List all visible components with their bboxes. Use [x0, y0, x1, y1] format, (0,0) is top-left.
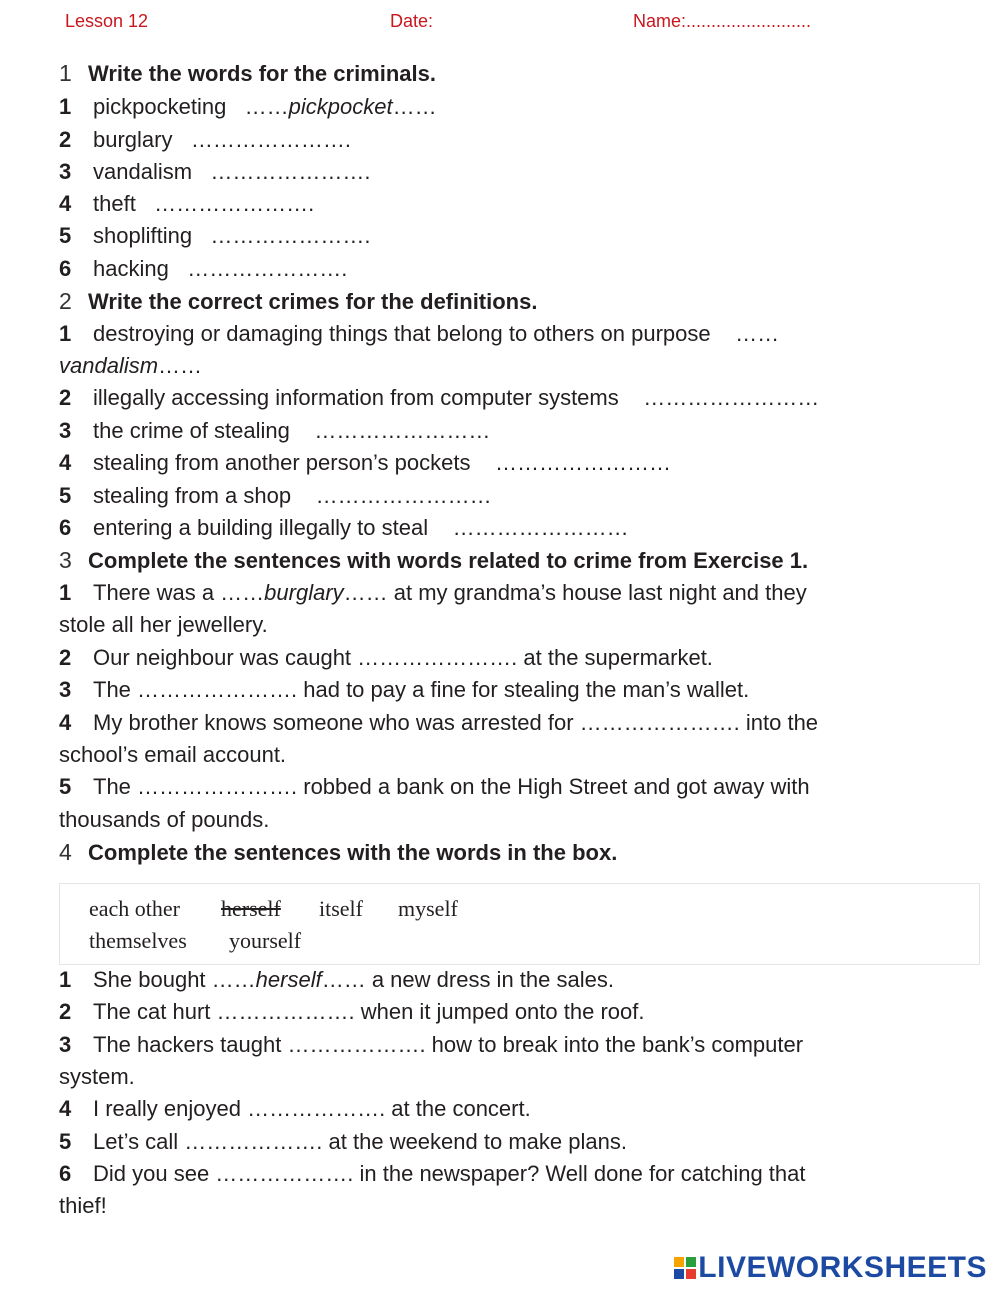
item-number: 6 — [59, 256, 72, 281]
answer-blank[interactable]: …………………. — [187, 256, 348, 281]
item-number: 2 — [59, 127, 72, 152]
logo-text: LIVEWORKSHEETS — [698, 1251, 987, 1284]
exercise-title: Complete the sentences with the words in the box. — [88, 840, 618, 865]
item-text: hacking — [93, 256, 169, 281]
word-myself: myself — [398, 896, 458, 921]
ex3-sentence — [59, 674, 749, 706]
logo-mark-icon — [674, 1257, 696, 1279]
ex4-sentence — [59, 1126, 627, 1158]
item-number: 5 — [59, 774, 72, 799]
word-themselves: themselves — [89, 928, 187, 953]
ex1-item — [59, 91, 437, 123]
exercise-title: Write the words for the criminals. — [88, 61, 436, 86]
answer-blank[interactable] — [212, 967, 366, 992]
answer-blank[interactable]: …………………. — [190, 127, 351, 152]
item-number: 3 — [59, 418, 72, 443]
item-text: vandalism — [93, 159, 193, 184]
ex2-item-continued — [59, 350, 202, 382]
item-number: 3 — [59, 1032, 72, 1057]
ex2-item — [59, 512, 629, 544]
answer-blank[interactable] — [220, 580, 387, 605]
exercise-1-heading — [59, 57, 436, 90]
sentence-with-blank[interactable]: The …………………. robbed a bank on the High Street and got away with — [93, 774, 810, 799]
item-number: 1 — [59, 94, 72, 119]
ex4-sentence — [59, 1029, 803, 1061]
ex2-item — [59, 318, 779, 350]
ex2-item — [59, 415, 490, 447]
item-number: 1 — [59, 580, 72, 605]
item-number: 2 — [59, 999, 72, 1024]
lesson-label: Lesson 12 — [65, 11, 149, 31]
word-yourself: yourself — [229, 928, 302, 953]
item-number: 6 — [59, 1161, 72, 1186]
answer-blank[interactable]: …………………. — [210, 159, 371, 184]
item-text: theft — [93, 191, 136, 216]
word-each-other: each other — [89, 896, 180, 921]
ex1-item — [59, 124, 351, 156]
ex1-item — [59, 156, 371, 188]
answer-blank[interactable]: …………………… — [315, 483, 492, 508]
sentence-with-blank[interactable]: The hackers taught ………………. how to break into the bank’s computer — [93, 1032, 804, 1057]
item-number: 1 — [59, 967, 72, 992]
word-box — [59, 883, 980, 965]
name-field[interactable]: Name:......................... — [633, 11, 812, 31]
example-answer: burglary — [264, 580, 344, 605]
blank-dots: …… — [211, 967, 256, 992]
sentence-with-blank[interactable]: Our neighbour was caught …………………. at the supermarket. — [93, 645, 713, 670]
sentence-with-blank[interactable]: Did you see ………………. in the newspaper? Well done for catching that — [93, 1161, 806, 1186]
exercise-number: 3 — [59, 547, 72, 573]
ex2-item — [59, 447, 671, 479]
item-number: 3 — [59, 159, 72, 184]
item-text: shoplifting — [93, 223, 193, 248]
item-text: the crime of stealing — [93, 418, 290, 443]
blank-dots: …… — [735, 321, 780, 346]
answer-blank[interactable]: …………………… — [494, 450, 671, 475]
sentence-text: She bought — [93, 967, 212, 992]
item-number: 5 — [59, 223, 72, 248]
ex1-item — [59, 220, 371, 252]
word-itself: itself — [319, 896, 363, 921]
blank-dots: …… — [343, 580, 388, 605]
ex3-sentence — [59, 577, 807, 609]
blank-dots: …… — [158, 353, 203, 378]
ex2-item — [59, 382, 819, 414]
ex4-sentence — [59, 1158, 806, 1190]
item-number: 4 — [59, 1096, 72, 1121]
exercise-number: 1 — [59, 60, 72, 86]
item-number: 4 — [59, 450, 72, 475]
word-herself-used: herself — [221, 896, 281, 921]
item-number: 5 — [59, 1129, 72, 1154]
item-number: 3 — [59, 677, 72, 702]
ex2-item — [59, 480, 492, 512]
date-field[interactable]: Date: — [390, 11, 434, 31]
sentence-text: at my grandma’s house last night and they — [387, 580, 807, 605]
answer-blank[interactable] — [245, 94, 437, 119]
exercise-title: Write the correct crimes for the definitions. — [88, 289, 538, 314]
sentence-with-blank[interactable]: I really enjoyed ………………. at the concert. — [93, 1096, 531, 1121]
example-answer: herself — [255, 967, 322, 992]
ex4-sentence — [59, 1093, 531, 1125]
ex3-sentence-continued: school’s email account. — [59, 742, 287, 767]
item-number: 5 — [59, 483, 72, 508]
exercise-2-heading — [59, 285, 537, 318]
item-text: pickpocketing — [93, 94, 227, 119]
ex1-item — [59, 253, 347, 285]
sentence-with-blank[interactable]: The cat hurt ………………. when it jumped onto the roof. — [93, 999, 645, 1024]
ex3-sentence-continued: stole all her jewellery. — [59, 612, 268, 637]
item-number: 2 — [59, 385, 72, 410]
ex3-sentence — [59, 707, 818, 739]
item-number: 4 — [59, 710, 72, 735]
blank-dots: …… — [244, 94, 289, 119]
answer-blank[interactable]: …………………. — [210, 223, 371, 248]
blank-dots: …… — [321, 967, 366, 992]
example-answer: pickpocket — [288, 94, 393, 119]
ex3-sentence — [59, 642, 713, 674]
sentence-with-blank[interactable]: My brother knows someone who was arrested for …………………. into the — [93, 710, 819, 735]
blank-dots: …… — [220, 580, 265, 605]
answer-blank[interactable]: …………………… — [452, 515, 629, 540]
exercise-4-heading — [59, 836, 617, 869]
exercise-number: 4 — [59, 839, 72, 865]
sentence-text: a new dress in the sales. — [365, 967, 614, 992]
example-answer: vandalism — [59, 353, 159, 378]
blank-dots: …… — [392, 94, 437, 119]
ex4-sentence-continued: thief! — [59, 1193, 107, 1218]
item-number: 2 — [59, 645, 72, 670]
ex3-sentence — [59, 771, 810, 803]
item-number: 1 — [59, 321, 72, 346]
exercise-3-heading — [59, 544, 808, 577]
item-text: entering a building illegally to steal — [93, 515, 429, 540]
ex3-sentence-continued: thousands of pounds. — [59, 807, 270, 832]
liveworksheets-logo — [674, 1251, 987, 1285]
answer-blank[interactable]: …………………… — [643, 385, 820, 410]
sentence-text: There was a — [93, 580, 221, 605]
ex4-sentence-continued: system. — [59, 1064, 135, 1089]
ex4-sentence — [59, 964, 614, 996]
item-number: 6 — [59, 515, 72, 540]
item-text: stealing from a shop — [93, 483, 292, 508]
item-text: burglary — [93, 127, 173, 152]
item-text: destroying or damaging things that belong to others on purpose — [93, 321, 711, 346]
item-text: illegally accessing information from computer systems — [93, 385, 619, 410]
exercise-number: 2 — [59, 288, 72, 314]
sentence-with-blank[interactable]: Let’s call ………………. at the weekend to make plans. — [93, 1129, 627, 1154]
item-text: stealing from another person’s pockets — [93, 450, 471, 475]
sentence-with-blank[interactable]: The …………………. had to pay a fine for stealing the man’s wallet. — [93, 677, 750, 702]
ex4-sentence — [59, 996, 644, 1028]
answer-blank[interactable]: …………………… — [314, 418, 491, 443]
exercise-title: Complete the sentences with words related to crime from Exercise 1. — [88, 548, 809, 573]
ex1-item — [59, 188, 314, 220]
item-number: 4 — [59, 191, 72, 216]
answer-blank[interactable]: …………………. — [154, 191, 315, 216]
